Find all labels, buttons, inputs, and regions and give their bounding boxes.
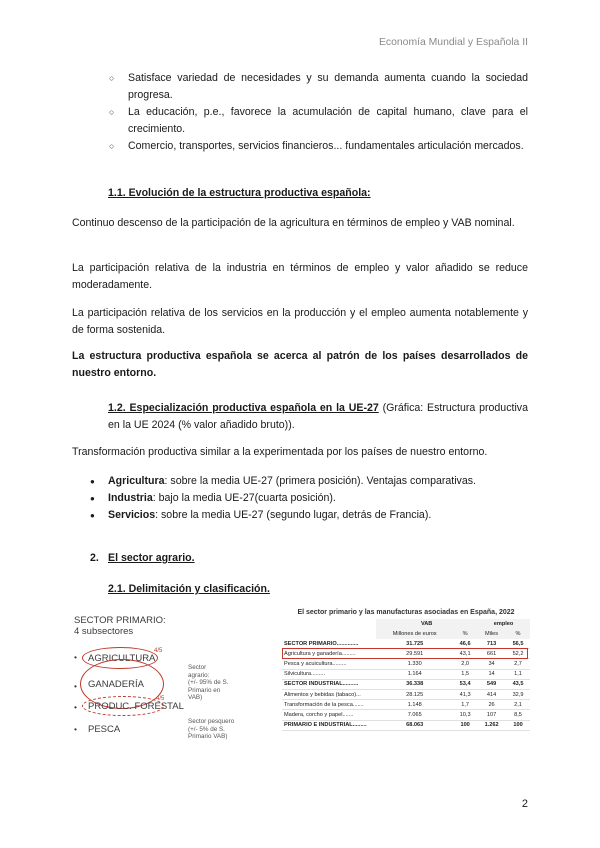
table-row: [282, 669, 530, 679]
list-item: ○ Satisface variedad de necesidades y su demanda aumenta cuando la sociedad progresa.: [128, 70, 528, 104]
transform-paragraph: Transformación productiva similar a la experimentada por los países de nuestro entorno.: [72, 446, 488, 458]
table-cell: 2,7: [506, 659, 530, 669]
share-tag: 4/5: [156, 696, 165, 702]
note-line: Primario VAB): [188, 733, 228, 741]
table-row: [282, 689, 530, 699]
note-line: VAB): [188, 694, 203, 702]
table-cell: 53,4: [453, 679, 477, 689]
paragraph-agricultura: Continuo descenso de la participación de la agricultura en términos de empleo y VAB nominal.: [72, 217, 515, 229]
table-cell: 2,1: [506, 700, 530, 710]
note-agrario: [188, 664, 228, 702]
share-tag: 4/5: [154, 648, 163, 654]
section-2-1-heading: 2.1. Delimitación y clasificación.: [108, 583, 270, 595]
row-label: SECTOR PRIMARIO..............: [282, 639, 376, 649]
table-cell: 107: [477, 710, 506, 720]
paragraph-industria: La participación relativa de la industria en términos de empleo y valor añadido se reduce moderadamente.: [72, 262, 528, 291]
note-line: (+/- 95% de S.: [188, 679, 229, 687]
page-header: Economía Mundial y Española II: [378, 37, 528, 48]
note-line: Sector pesquero: [188, 718, 235, 725]
table-cell: 1.148: [376, 700, 453, 710]
page-number: 2: [521, 798, 528, 810]
table-sub-header: [282, 629, 530, 639]
table-row: [282, 659, 530, 669]
table-row: [282, 710, 530, 720]
bullet-dot: •: [74, 652, 77, 662]
table-row: [282, 679, 530, 689]
section-1-2-block: [108, 400, 528, 434]
table-title: El sector primario y las manufacturas asociadas en España, 2022: [297, 609, 515, 616]
top-bullet-list: [128, 70, 528, 155]
table-cell: 2,0: [453, 659, 477, 669]
table-cell: 661: [477, 649, 506, 659]
row-label: Agricultura y ganadería.........: [282, 649, 376, 659]
row-label: SECTOR INDUSTRIAL..........: [282, 679, 376, 689]
table-cell: 549: [477, 679, 506, 689]
table-row: [282, 700, 530, 710]
row-label: PRIMARIO E INDUSTRIAL.........: [282, 720, 376, 730]
sector-table-figure: [282, 609, 530, 754]
sector-text: : sobre la media UE-27 (segundo lugar, detrás de Francia).: [155, 509, 432, 521]
list-item: ○ La educación, p.e., favorece la acumulación de capital humano, clave para el crecimiento.: [128, 104, 528, 138]
section-1-1-heading: 1.1. Evolución de la estructura productiva española:: [108, 187, 371, 199]
table-cell: 10,3: [453, 710, 477, 720]
table-cell: 8,5: [506, 710, 530, 720]
column-header: %: [453, 629, 477, 639]
note-pesquero: [188, 718, 234, 741]
data-table: [282, 619, 530, 731]
bullet-dot: •: [74, 681, 77, 691]
table-cell: 46,6: [453, 639, 477, 649]
table-cell: 1,7: [453, 700, 477, 710]
list-item: [108, 490, 528, 507]
list-item: [108, 473, 528, 490]
subsector-agricultura: AGRICULTURA: [88, 653, 156, 664]
column-header: Miles: [477, 629, 506, 639]
table-cell: 41,3: [453, 689, 477, 699]
section-1-2-heading: 1.2. Especialización productiva española en la UE-27: [108, 402, 379, 414]
row-label: Alimentos y bebidas (tabaco)...: [282, 689, 376, 699]
table-cell: 1,1: [506, 669, 530, 679]
table-cell: 100: [453, 720, 477, 730]
note-line: (+/- 5% de S.: [188, 725, 225, 733]
list-item: ○ Comercio, transportes, servicios financieros... fundamentales articulación mercados.: [128, 138, 528, 155]
row-label: Madera, corcho y papel.......: [282, 710, 376, 720]
table-cell: 713: [477, 639, 506, 649]
table-cell: 52,2: [506, 649, 530, 659]
sector-name: Industria: [108, 492, 153, 504]
list-item: [108, 507, 528, 524]
table-cell: 1,5: [453, 669, 477, 679]
table-cell: 32,9: [506, 689, 530, 699]
figure-title: SECTOR PRIMARIO:: [74, 615, 166, 626]
blank-header: [282, 619, 376, 629]
sector-text: : bajo la media UE-27(cuarta posición).: [152, 492, 336, 504]
section-2-heading: El sector agrario.: [108, 552, 195, 564]
row-label: Silvicultura.........: [282, 669, 376, 679]
subsector-forestal: PRODUC. FORESTAL: [88, 701, 184, 712]
figure-subtitle: 4 subsectores: [74, 626, 134, 637]
table-cell: 34: [477, 659, 506, 669]
column-header: Millones de euros: [376, 629, 453, 639]
table-cell: 100: [506, 720, 530, 730]
sector-name: Agricultura: [108, 475, 165, 487]
column-header: %: [506, 629, 530, 639]
highlight-circle: [82, 696, 164, 716]
table-cell: 36.338: [376, 679, 453, 689]
sector-bullet-list: [108, 473, 528, 524]
group-header: VAB: [376, 619, 477, 629]
section-1-2-note: (Gráfica: Estructura productiva en la UE 2024 (% valor añadido bruto)).: [108, 402, 528, 431]
table-cell: 414: [477, 689, 506, 699]
paragraph-conclusion: La estructura productiva española se acerca al patrón de los países desarrollados de nuestro entorno.: [72, 350, 528, 379]
table-cell: 43,1: [453, 649, 477, 659]
table-cell: 68.063: [376, 720, 453, 730]
table-cell: 1.330: [376, 659, 453, 669]
subsector-pesca: PESCA: [88, 724, 121, 735]
highlight-row-box: [282, 648, 528, 659]
table-cell: 7.065: [376, 710, 453, 720]
sector-text: : sobre la media UE-27 (primera posición). Ventajas comparativas.: [164, 475, 476, 487]
sector-name: Servicios: [108, 509, 156, 521]
note-line: Sector: [188, 664, 207, 671]
row-label: Pesca y acuicultura.........: [282, 659, 376, 669]
row-label: Transformación de la pesca.......: [282, 700, 376, 710]
sector-primario-figure: [72, 610, 282, 750]
table-cell: 29.591: [376, 649, 453, 659]
paragraph-servicios: La participación relativa de los servicios en la producción y el empleo aumenta notablemente y de forma sostenida.: [72, 307, 528, 336]
blank-header: [282, 629, 376, 639]
table-group-header: [282, 619, 530, 629]
table-cell: 14: [477, 669, 506, 679]
table-cell: 56,5: [506, 639, 530, 649]
table-cell: 31.725: [376, 639, 453, 649]
bullet-dot: •: [74, 702, 77, 712]
section-2-number: 2.: [90, 552, 99, 564]
note-line: Primario en: [188, 686, 221, 694]
bullet-dot: •: [74, 724, 77, 734]
table-cell: 43,5: [506, 679, 530, 689]
group-header: empleo: [477, 619, 530, 629]
subsector-ganaderia: GANADERÍA: [88, 679, 144, 690]
table-cell: 1.164: [376, 669, 453, 679]
table-cell: 28.125: [376, 689, 453, 699]
table-row: [282, 720, 530, 730]
note-line: agrario:: [188, 671, 210, 679]
table-cell: 26: [477, 700, 506, 710]
table-cell: 1.262: [477, 720, 506, 730]
